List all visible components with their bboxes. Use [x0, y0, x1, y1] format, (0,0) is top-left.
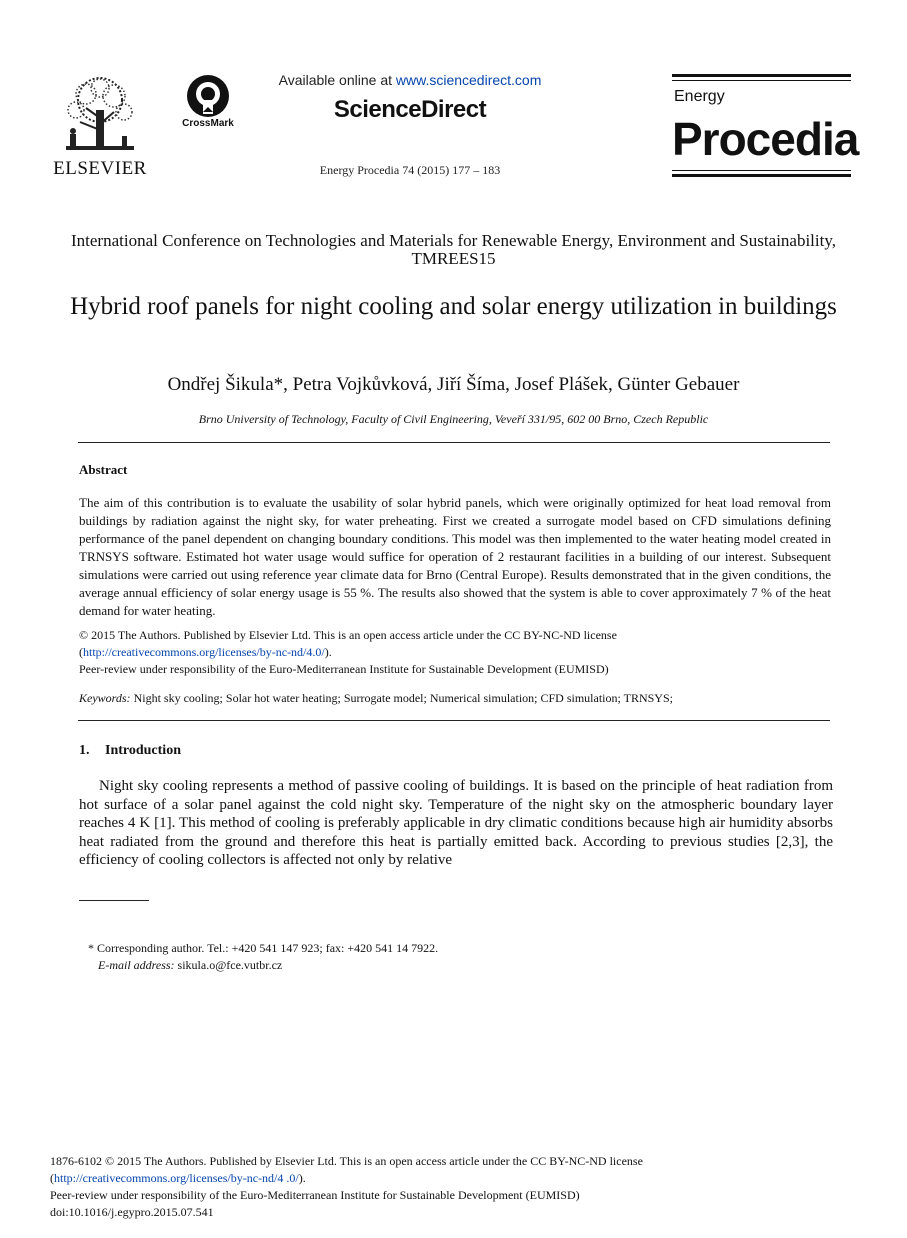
conference-name: International Conference on Technologies and Materials for Renewable Energy, Environment and Sustainability, TMREES15: [71, 231, 836, 268]
publisher-wordmark: ELSEVIER: [53, 158, 147, 179]
journal-reference: Energy Procedia 74 (2015) 177 – 183: [319, 163, 501, 177]
logo-rule: [672, 170, 851, 171]
issn-line: 1876-6102 © 2015 The Authors. Published by Elsevier Ltd. This is an open access article under the CC BY-NC-ND license: [50, 1154, 643, 1168]
journal-kicker: Energy: [674, 88, 725, 105]
license-link[interactable]: http://creativecommons.org/licenses/by-nc-nd/4.0/: [83, 645, 325, 659]
keywords-line: [79, 691, 831, 706]
email-address: sikula.o@fce.vutbr.cz: [174, 958, 283, 972]
introduction-paragraph: Night sky cooling represents a method of passive cooling of buildings. It is based on the principle of heat radiation from hot surface of a solar panel against the cold night sky. Temperature of the night sky on the atmospheric boundary layer reaches 4 K [1]. This method of cooling is preferably applicable in dry climatic conditions because high air humidity absorbs heat radiated from the ground and therefore this heat is partially emitted back. According to previous studies [2,3], the efficiency of cooling collectors is affected not only by relative: [79, 778, 833, 868]
author-list: Ondřej Šikula*, Petra Vojkůvková, Jiří Šíma, Josef Plášek, Günter Gebauer: [167, 374, 740, 395]
email-line: [88, 957, 788, 974]
keywords-label: Keywords:: [79, 691, 131, 705]
logo-rule: [672, 174, 851, 177]
journal-logo: [672, 74, 859, 180]
doi: doi:10.1016/j.egypro.2015.07.541: [50, 1205, 214, 1219]
license-block: [79, 627, 831, 678]
footer-license-link[interactable]: http://creativecommons.org/licenses/by-nc-nd/4 .0/: [54, 1171, 299, 1185]
elsevier-tree-icon: [56, 74, 144, 158]
footer-peer-review: Peer-review under responsibility of the Euro-Mediterranean Institute for Sustainable Development (EUMISD): [50, 1188, 580, 1202]
available-online-line: [240, 72, 580, 88]
journal-name: Procedia: [672, 113, 859, 165]
footnote: [88, 940, 788, 974]
corresponding-author: * Corresponding author. Tel.: +420 541 147 923; fax: +420 541 14 7922.: [88, 941, 439, 955]
peer-review-line: Peer-review under responsibility of the Euro-Mediterranean Institute for Sustainable Development (EUMISD): [79, 662, 609, 676]
author-affiliation: Brno University of Technology, Faculty of Civil Engineering, Veveří 331/95, 602 00 Brno, Czech Republic: [198, 412, 709, 426]
logo-rule: [672, 74, 851, 77]
sciencedirect-link[interactable]: www.sciencedirect.com: [395, 72, 542, 88]
elsevier-logo: [50, 74, 150, 178]
crossmark-icon: [186, 74, 230, 118]
copyright-line: © 2015 The Authors. Published by Elsevier Ltd. This is an open access article under the CC BY-NC-ND license: [79, 628, 617, 642]
divider: [78, 720, 830, 721]
divider: [78, 442, 830, 443]
crossmark-label: CrossMark: [182, 118, 234, 129]
section-number: 1.: [79, 743, 90, 758]
abstract-heading: Abstract: [79, 462, 128, 477]
page-footer: [50, 1153, 850, 1221]
email-label: E-mail address:: [98, 958, 175, 972]
section-heading: [79, 743, 181, 759]
sciencedirect-wordmark: ScienceDirect: [333, 96, 487, 123]
license-line: (http://creativecommons.org/licenses/by-nc-nd/4.0/).: [79, 645, 332, 659]
available-prefix: Available online at: [278, 72, 396, 88]
footnote-rule: [79, 900, 149, 901]
abstract-body: The aim of this contribution is to evaluate the usability of solar hybrid panels, which were originally optimized for heat load removal from buildings by radiation against the night sky, for water preheating. First we created a surrogate model based on CFD simulations defining performance of the panel dependent on changing boundary conditions. This model was then implemented to the water heating model created in TRNSYS software. Estimated hot water usage would suffice for operation of 2 restaurant facilities in a building of our interest. Subsequent simulations were carried out using reference year climate data for Brno (Central Europe). Results demonstrated that in the given conditions, the average annual efficiency of solar energy usage is 55 %. The results also showed that the system is able to cover approximately 7 % of the heat demand for water heating.: [79, 495, 831, 618]
paper-title: Hybrid roof panels for night cooling and solar energy utilization in buildings: [70, 293, 837, 320]
keywords-list: Night sky cooling; Solar hot water heating; Surrogate model; Numerical simulation; CFD simulation; TRNSYS;: [130, 691, 673, 705]
section-title: Introduction: [105, 743, 181, 758]
logo-rule: [672, 80, 851, 81]
footer-license-line: (http://creativecommons.org/licenses/by-nc-nd/4 .0/).: [50, 1171, 306, 1185]
crossmark-badge[interactable]: [180, 74, 236, 134]
